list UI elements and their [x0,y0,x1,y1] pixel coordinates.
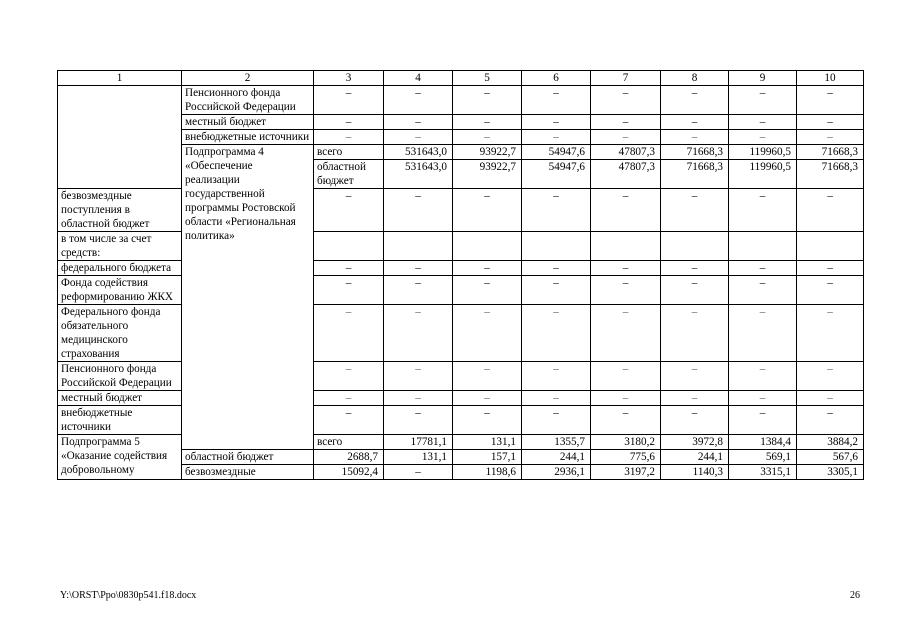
amount-cell: – [453,130,522,145]
amount-cell: – [384,276,453,305]
amount-cell: – [314,189,384,232]
amount-cell: – [661,305,729,362]
amount-cell: – [661,86,729,115]
amount-cell: – [314,130,384,145]
amount-cell: 531643,0 [384,145,453,160]
amount-cell: 244,1 [661,450,729,465]
table-row [58,86,864,115]
amount-cell: 119960,5 [729,145,797,160]
amount-cell: – [591,189,661,232]
amount-cell: – [453,362,522,391]
amount-cell: – [453,261,522,276]
amount-cell: – [729,86,797,115]
amount-cell: 244,1 [522,450,591,465]
amount-cell: – [384,86,453,115]
amount-cell: – [729,130,797,145]
amount-cell: – [314,305,384,362]
funding-source-cell: всего [314,145,384,160]
amount-cell [314,232,384,261]
amount-cell: 2688,7 [314,450,384,465]
amount-cell: – [384,391,453,406]
amount-cell: – [729,406,797,435]
amount-cell: – [661,406,729,435]
amount-cell: – [797,86,864,115]
header-cell: 3 [314,71,384,86]
table-row [58,391,864,406]
amount-cell: – [591,362,661,391]
amount-cell: – [661,261,729,276]
amount-cell: – [453,391,522,406]
table-body [58,86,864,480]
amount-cell: 3884,2 [797,435,864,450]
amount-cell: – [314,276,384,305]
amount-cell: – [729,362,797,391]
amount-cell: 17781,1 [384,435,453,450]
amount-cell [591,232,661,261]
amount-cell: – [314,406,384,435]
funding-source-cell: внебюджетные источники [58,406,182,435]
amount-cell: – [384,115,453,130]
amount-cell: 3180,2 [591,435,661,450]
funding-source-cell: безвозмездные поступления в областной бюджет [58,189,182,232]
amount-cell [661,232,729,261]
table-row [58,232,864,261]
footer-file-path: Y:\ORST\Ppo\0830p541.f18.docx [60,590,197,601]
amount-cell: – [522,305,591,362]
amount-cell: 131,1 [453,435,522,450]
amount-cell: – [729,276,797,305]
amount-cell: – [384,305,453,362]
amount-cell: – [729,391,797,406]
amount-cell: – [522,362,591,391]
amount-cell: – [384,130,453,145]
amount-cell: – [661,189,729,232]
amount-cell: – [729,115,797,130]
amount-cell: 54947,6 [522,160,591,189]
amount-cell: – [591,115,661,130]
amount-cell: – [797,130,864,145]
header-cell: 7 [591,71,661,86]
amount-cell: – [384,465,453,480]
amount-cell: – [591,86,661,115]
amount-cell: – [522,189,591,232]
amount-cell: – [797,189,864,232]
amount-cell: – [522,130,591,145]
amount-cell: – [453,276,522,305]
table-row [58,261,864,276]
header-cell: 9 [729,71,797,86]
amount-cell: – [453,189,522,232]
amount-cell: 531643,0 [384,160,453,189]
amount-cell: – [522,86,591,115]
amount-cell: – [384,261,453,276]
amount-cell: 1355,7 [522,435,591,450]
table-row [58,276,864,305]
funding-source-cell: Федерального фонда обязательного медицинского страхования [58,305,182,362]
amount-cell: 93922,7 [453,145,522,160]
amount-cell: 71668,3 [661,145,729,160]
amount-cell: – [522,261,591,276]
table-row [58,406,864,435]
amount-cell: 3972,8 [661,435,729,450]
amount-cell: – [661,130,729,145]
funding-source-cell: в том числе за счет средств: [58,232,182,261]
amount-cell: – [729,189,797,232]
amount-cell: 567,6 [797,450,864,465]
program-name-cell: Подпрограмма 4 «Обеспечение реализации государственной программы Ростовской области «Региональная политика» [182,145,314,450]
amount-cell: – [314,391,384,406]
funding-source-cell: Пенсионного фонда Российской Федерации [182,86,314,115]
amount-cell: – [797,362,864,391]
funding-source-cell: Фонда содействия реформированию ЖКХ [58,276,182,305]
amount-cell: – [522,406,591,435]
amount-cell: – [661,362,729,391]
program-name-cell: Подпрограмма 5 «Оказание содействия добровольному [58,435,182,480]
amount-cell: – [314,115,384,130]
table-row [58,305,864,362]
amount-cell: – [661,276,729,305]
amount-cell: 119960,5 [729,160,797,189]
table-row [58,435,864,450]
amount-cell: 47807,3 [591,145,661,160]
amount-cell: – [384,189,453,232]
amount-cell: – [661,391,729,406]
amount-cell: 47807,3 [591,160,661,189]
amount-cell [797,232,864,261]
amount-cell: 3315,1 [729,465,797,480]
amount-cell: 569,1 [729,450,797,465]
amount-cell: – [453,406,522,435]
amount-cell: – [453,86,522,115]
amount-cell: – [384,362,453,391]
page-number: 26 [850,590,860,601]
header-cell: 5 [453,71,522,86]
header-row [58,71,864,86]
funding-source-cell: всего [314,435,384,450]
amount-cell: 157,1 [453,450,522,465]
header-cell: 8 [661,71,729,86]
amount-cell: 1140,3 [661,465,729,480]
header-cell: 10 [797,71,864,86]
amount-cell [729,232,797,261]
header-cell: 2 [182,71,314,86]
amount-cell: – [522,115,591,130]
amount-cell: – [314,261,384,276]
header-cell: 1 [58,71,182,86]
funding-source-cell: местный бюджет [58,391,182,406]
funding-source-cell: областной бюджет [314,160,384,189]
amount-cell: – [729,261,797,276]
amount-cell: – [797,305,864,362]
program-name-cell [58,86,182,189]
funding-source-cell: безвозмездные [182,465,314,480]
table-row [58,362,864,391]
funding-source-cell: федерального бюджета [58,261,182,276]
amount-cell: – [797,406,864,435]
amount-cell: – [591,406,661,435]
amount-cell: 131,1 [384,450,453,465]
funding-source-cell: Пенсионного фонда Российской Федерации [58,362,182,391]
amount-cell: – [453,305,522,362]
header-cell: 6 [522,71,591,86]
amount-cell: 2936,1 [522,465,591,480]
amount-cell: – [314,362,384,391]
header-cell: 4 [384,71,453,86]
amount-cell [384,232,453,261]
amount-cell [453,232,522,261]
amount-cell: – [729,305,797,362]
amount-cell: – [797,276,864,305]
amount-cell: – [591,276,661,305]
amount-cell: – [591,391,661,406]
amount-cell: – [314,86,384,115]
amount-cell: – [453,115,522,130]
amount-cell: – [522,276,591,305]
amount-cell: – [797,261,864,276]
amount-cell: 3197,2 [591,465,661,480]
amount-cell [522,232,591,261]
amount-cell: – [522,391,591,406]
amount-cell: 3305,1 [797,465,864,480]
funding-source-cell: местный бюджет [182,115,314,130]
amount-cell: 93922,7 [453,160,522,189]
table-row [58,189,864,232]
amount-cell: 1384,4 [729,435,797,450]
amount-cell: – [591,130,661,145]
amount-cell: 775,6 [591,450,661,465]
amount-cell: 54947,6 [522,145,591,160]
amount-cell: – [797,391,864,406]
amount-cell: – [797,115,864,130]
amount-cell: 1198,6 [453,465,522,480]
amount-cell: – [661,115,729,130]
amount-cell: – [384,406,453,435]
funding-source-cell: внебюджетные источники [182,130,314,145]
amount-cell: – [591,261,661,276]
amount-cell: 71668,3 [661,160,729,189]
funding-source-cell: областной бюджет [182,450,314,465]
budget-table [57,70,864,480]
amount-cell: 15092,4 [314,465,384,480]
amount-cell: 71668,3 [797,160,864,189]
amount-cell: 71668,3 [797,145,864,160]
amount-cell: – [591,305,661,362]
